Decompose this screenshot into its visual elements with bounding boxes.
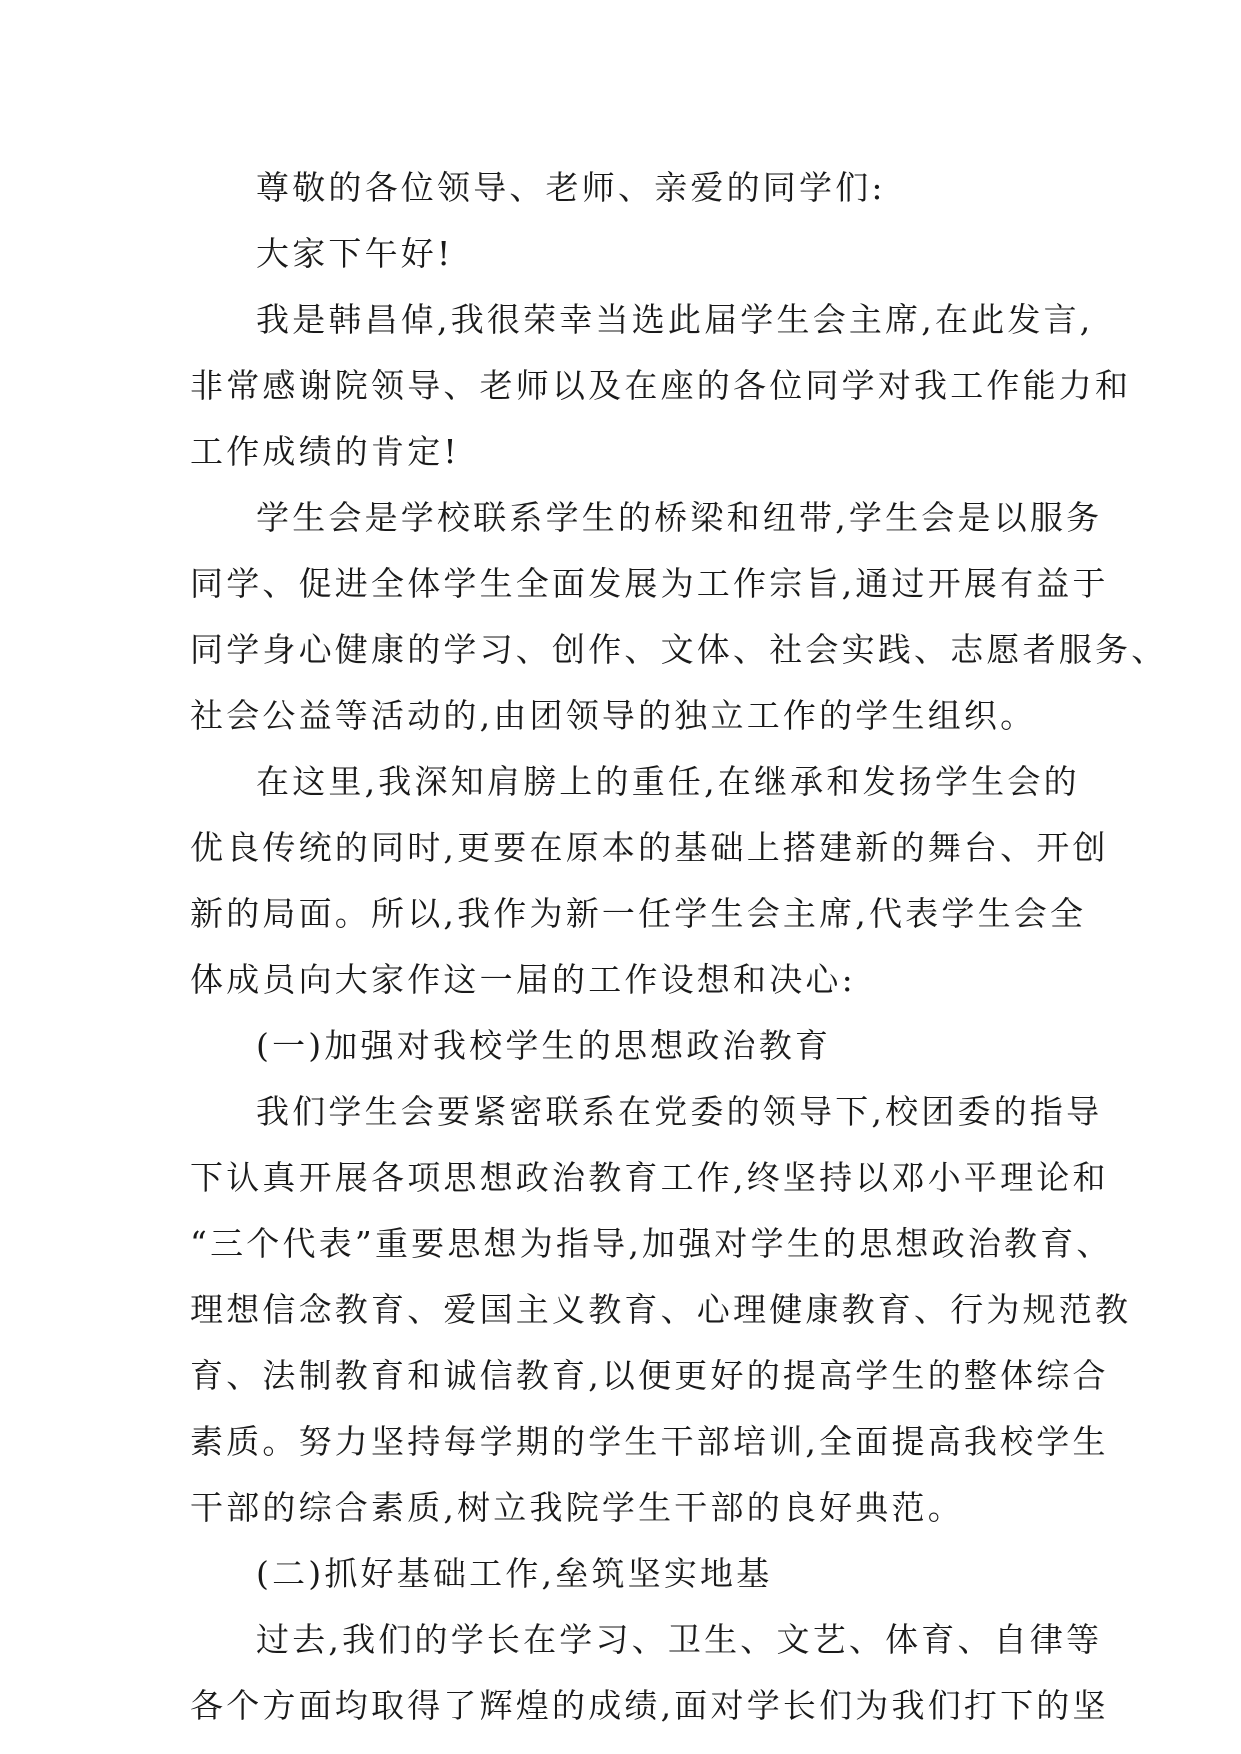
paragraph-line: 同学、促进全体学生全面发展为工作宗旨,通过开展有益于: [190, 564, 1109, 603]
paragraph-line: 干部的综合素质,树立我院学生干部的良好典范。: [190, 1488, 964, 1527]
paragraph-line: 工作成绩的肯定!: [190, 432, 460, 471]
paragraph-line: 素质。努力坚持每学期的学生干部培训,全面提高我校学生: [190, 1422, 1109, 1461]
paragraph-line: 我们学生会要紧密联系在党委的领导下,校团委的指导: [256, 1092, 1103, 1131]
paragraph-line: 学生会是学校联系学生的桥梁和纽带,学生会是以服务: [256, 498, 1103, 537]
section-heading: (一)加强对我校学生的思想政治教育: [256, 1026, 832, 1065]
paragraph-line: 育、法制教育和诚信教育,以便更好的提高学生的整体综合: [190, 1356, 1109, 1395]
paragraph-line: 我是韩昌倬,我很荣幸当选此届学生会主席,在此发言,: [256, 300, 1094, 339]
paragraph-line: 优良传统的同时,更要在原本的基础上搭建新的舞台、开创: [190, 828, 1109, 867]
greeting: 大家下午好!: [256, 234, 454, 273]
paragraph-line: “三个代表”重要思想为指导,加强对学生的思想政治教育、: [190, 1224, 1113, 1263]
section-heading: (二)抓好基础工作,垒筑坚实地基: [256, 1554, 773, 1593]
paragraph-line: 社会公益等活动的,由团领导的独立工作的学生组织。: [190, 696, 1037, 735]
paragraph-line: 理想信念教育、爱国主义教育、心理健康教育、行为规范教: [190, 1290, 1132, 1329]
paragraph-line: 非常感谢院领导、老师以及在座的各位同学对我工作能力和: [190, 366, 1132, 405]
paragraph-line: 下认真开展各项思想政治教育工作,终坚持以邓小平理论和: [190, 1158, 1109, 1197]
paragraph-line: 新的局面。所以,我作为新一任学生会主席,代表学生会全: [190, 894, 1087, 933]
paragraph-line: 各个方面均取得了辉煌的成绩,面对学长们为我们打下的坚: [190, 1686, 1109, 1725]
paragraph-line: 体成员向大家作这一届的工作设想和决心:: [190, 960, 856, 999]
paragraph-line: 同学身心健康的学习、创作、文体、社会实践、志愿者服务、: [190, 630, 1168, 669]
salutation: 尊敬的各位领导、老师、亲爱的同学们:: [256, 168, 886, 207]
document-body: [190, 160, 1168, 1744]
paragraph-line: 在这里,我深知肩膀上的重任,在继承和发扬学生会的: [256, 762, 1080, 801]
paragraph-line: 过去,我们的学长在学习、卫生、文艺、体育、自律等: [256, 1620, 1103, 1659]
